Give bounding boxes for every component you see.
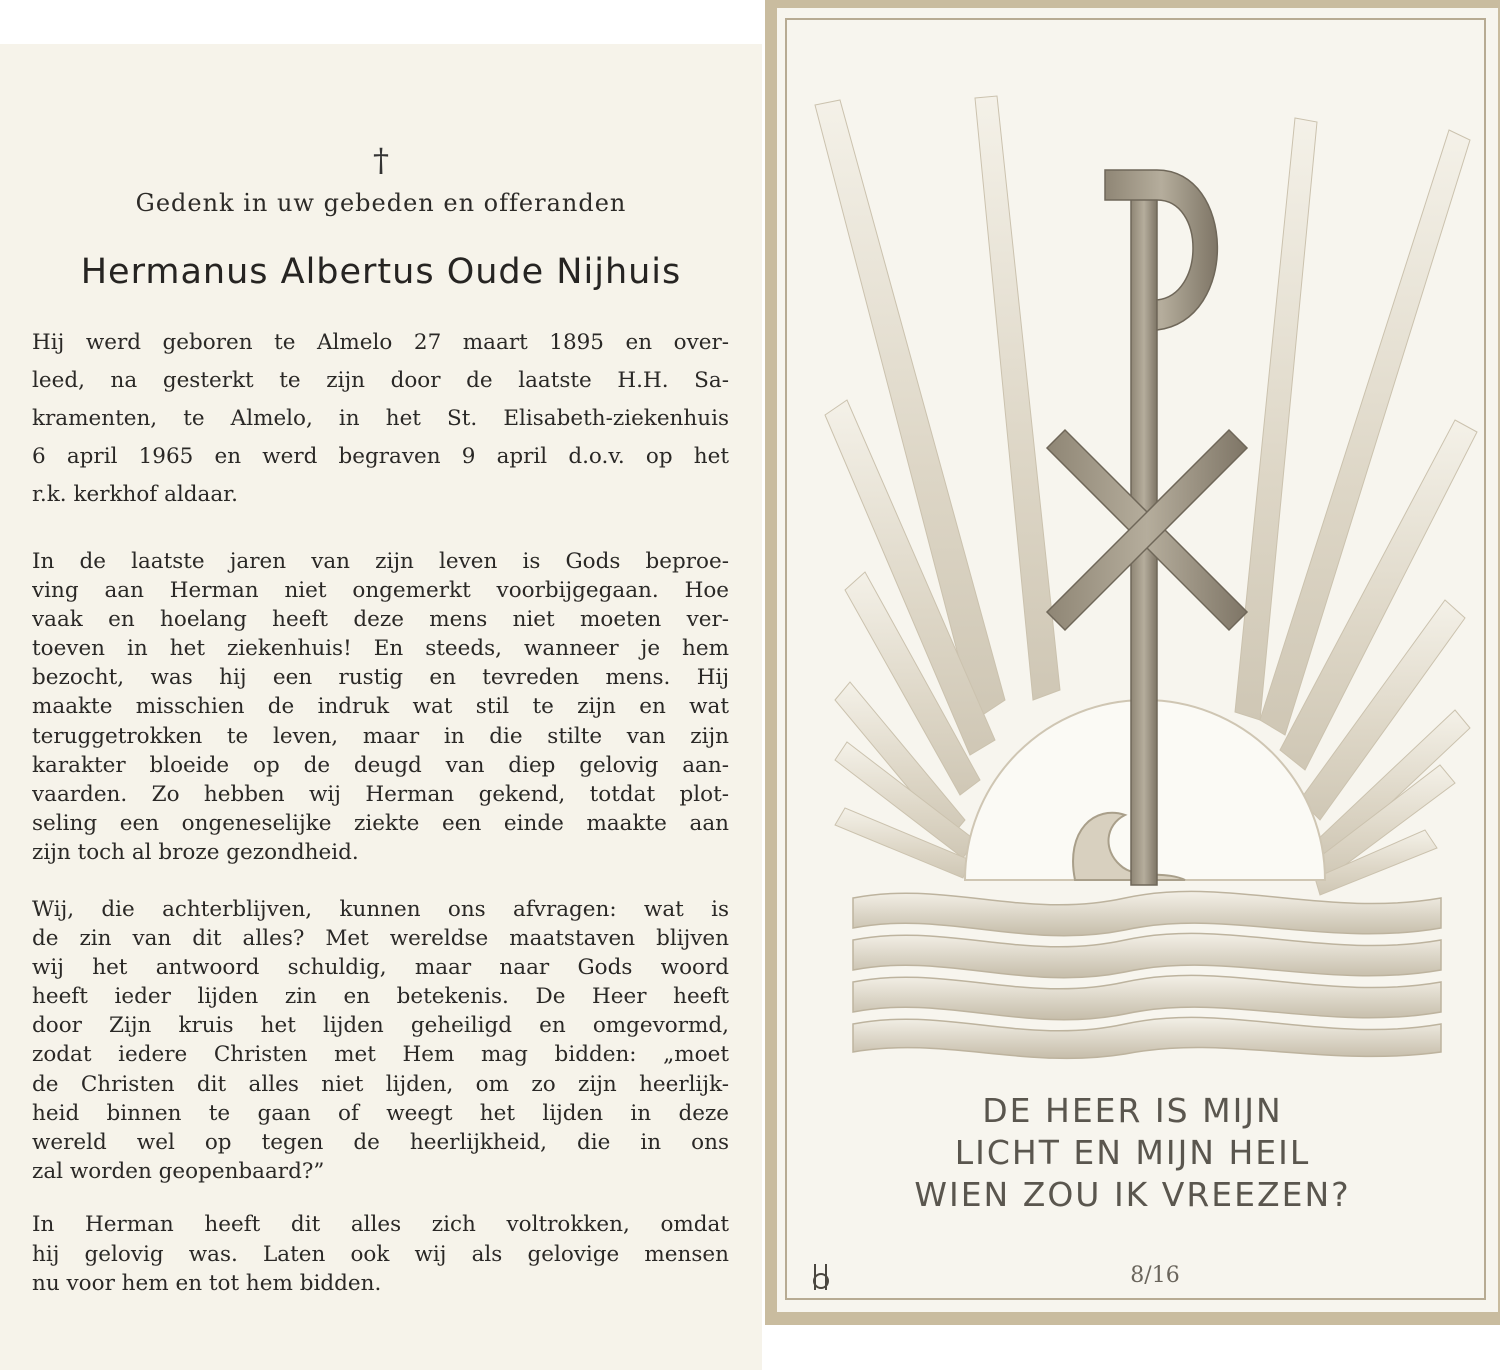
text-line: Hij werd geboren te Almelo 27 maart 1895 en over- <box>32 330 729 355</box>
card-number: 8/16 <box>1130 1263 1180 1288</box>
text-line: de Christen dit alles niet lijden, om zo zijn heerlijk- <box>32 1071 729 1097</box>
closing-paragraph <box>32 1210 729 1299</box>
text-line: vaak en hoelang heeft deze mens niet moeten ver- <box>32 607 729 633</box>
text-line: wereld wel op tegen de heerlijkheid, die in ons <box>32 1129 729 1155</box>
remembrance-heading: Gedenk in uw gebeden en offeranden <box>135 189 627 217</box>
memorial-image-card <box>765 0 1500 1325</box>
text-line: hij gelovig was. Laten ook wij als gelovige mensen <box>32 1241 729 1267</box>
motto-line: WIEN ZOU IK VREEZEN? <box>914 1175 1351 1214</box>
text-line: heeft ieder lijden zin en betekenis. De Heer heeft <box>32 984 729 1010</box>
text-line: nu voor hem en tot hem bidden. <box>32 1271 382 1296</box>
text-line: Wij, die achterblijven, kunnen ons afvragen: wat is <box>32 897 729 922</box>
faith-paragraph <box>32 895 729 1186</box>
water-waves <box>853 891 1441 1058</box>
text-line: de zin van dit alles? Met wereldse maatstaven blijven <box>32 926 729 952</box>
text-line: wij het antwoord schuldig, maar naar Gods woord <box>32 955 729 981</box>
motto-line: LICHT EN MIJN HEIL <box>954 1133 1311 1172</box>
text-line: zodat iedere Christen met Hem mag bidden: „moet <box>32 1042 729 1068</box>
text-line: kramenten, te Almelo, in het St. Elisabeth-ziekenhuis <box>32 406 729 431</box>
text-line: bezocht, was hij een rustig en tevreden mens. Hij <box>32 665 729 691</box>
reflection-paragraph <box>32 547 729 867</box>
text-line: zal worden geopenbaard?” <box>32 1158 325 1184</box>
text-line: 6 april 1965 en werd begraven 9 april d.o.v. op het <box>32 444 729 469</box>
deceased-name: Hermanus Albertus Oude Nijhuis <box>80 252 682 292</box>
scripture-motto <box>765 1090 1500 1216</box>
text-line: In Herman heeft dit alles zich voltrokken, omdat <box>32 1212 729 1237</box>
text-line: leed, na gesterkt te zijn door de laatste H.H. Sa- <box>32 368 729 393</box>
text-line: toeven in het ziekenhuis! En steeds, wanneer je hem <box>32 636 729 662</box>
text-line: karakter bloeide op de deugd van diep gelovig aan- <box>32 752 729 778</box>
text-line: vaarden. Zo hebben wij Herman gekend, totdat plot- <box>32 781 729 807</box>
cross-icon: † <box>373 141 389 179</box>
text-line: seling een ongeneselijke ziekte een einde maakte aan <box>32 810 729 836</box>
publisher-monogram-icon <box>810 1262 832 1292</box>
text-line: zijn toch al broze gezondheid. <box>32 839 359 865</box>
text-line: r.k. kerkhof aldaar. <box>32 482 238 507</box>
text-line: maakte misschien de indruk wat stil te zijn en wat <box>32 694 729 720</box>
text-line: heid binnen te gaan of weegt het lijden in deze <box>32 1100 729 1126</box>
text-line: teruggetrokken te leven, maar in die stilte van zijn <box>32 723 729 749</box>
text-line: In de laatste jaren van zijn leven is Gods beproe- <box>32 549 729 574</box>
text-line: door Zijn kruis het lijden geheiligd en omgevormd, <box>32 1013 729 1039</box>
memorial-text-card <box>0 44 762 1370</box>
motto-line: DE HEER IS MIJN <box>982 1091 1283 1130</box>
text-line: ving aan Herman niet ongemerkt voorbijgegaan. Hoe <box>32 578 729 604</box>
biography-paragraph <box>32 324 729 514</box>
